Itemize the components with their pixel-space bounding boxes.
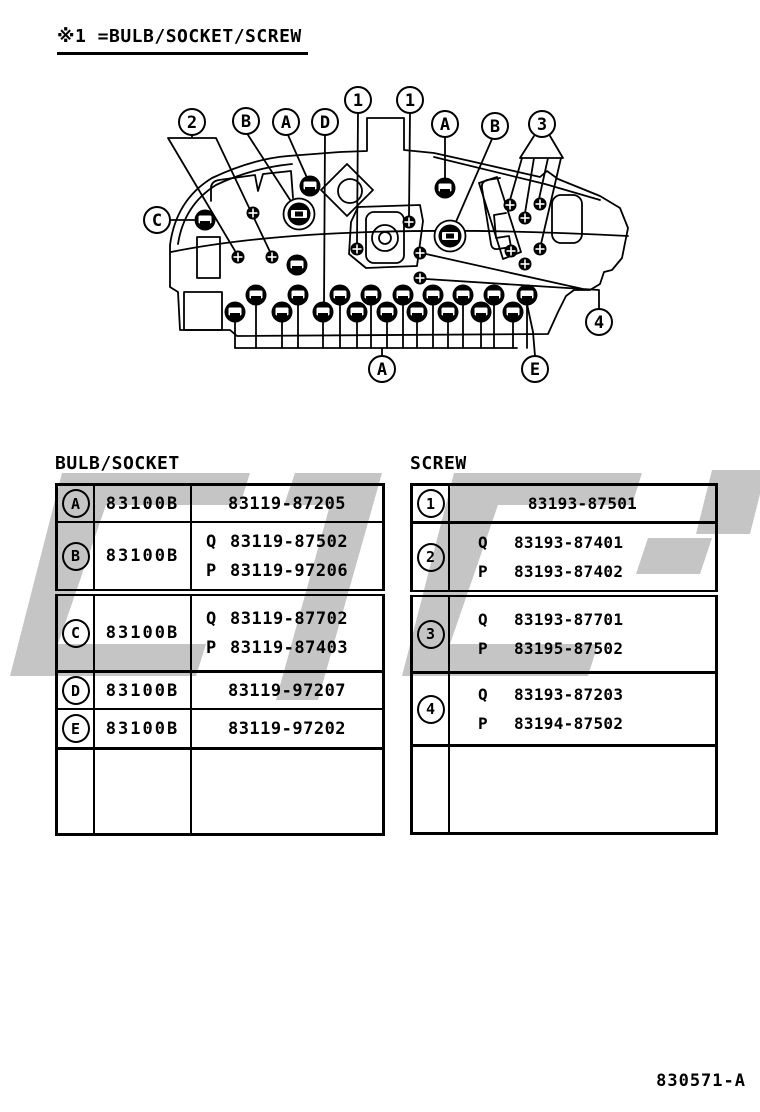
screw-icon (505, 245, 518, 258)
part-number: 83119-97202 (227, 718, 347, 739)
table-row (57, 709, 384, 749)
bulb-socket-icon (195, 210, 216, 231)
row-key-badge: C (62, 619, 90, 648)
row-key-badge: 1 (417, 489, 445, 518)
svg-text:2: 2 (186, 113, 198, 133)
large-socket-icon (284, 199, 315, 230)
svg-text:A: A (280, 113, 292, 133)
callout-4 (586, 309, 612, 335)
row-key-badge: E (62, 714, 90, 743)
row-key-badge: A (62, 489, 90, 518)
bulb-socket-icon (225, 302, 246, 323)
empty-row (412, 746, 717, 834)
bulb-socket-icon (288, 285, 309, 306)
svg-text:3: 3 (536, 115, 548, 135)
variant-prefix: Q (478, 685, 488, 704)
part-code: 83100B (105, 493, 180, 514)
callout-1 (345, 87, 371, 113)
row-key-badge: B (62, 542, 90, 571)
part-number: 83194-87502 (514, 714, 624, 733)
bulb-socket-icon (407, 302, 428, 323)
variant-prefix: P (478, 714, 488, 733)
document-number: 830571-A (656, 1071, 746, 1091)
screw-title: SCREW (410, 453, 467, 474)
part-number: 83119-87502 (230, 531, 349, 552)
screw-icon (414, 272, 427, 285)
callout-E (522, 356, 548, 382)
row-key-badge: 4 (417, 695, 445, 724)
part-number: 83195-87502 (514, 639, 624, 658)
screw-icon (519, 258, 532, 271)
bulb-socket-icon (361, 285, 382, 306)
callout-C (144, 207, 170, 233)
table-row (412, 523, 717, 594)
screw-icon (247, 207, 260, 220)
bulb-socket-icon (435, 178, 456, 199)
part-number: 83193-87501 (527, 494, 638, 513)
svg-text:A: A (376, 360, 388, 380)
bulb-socket-icon (503, 302, 524, 323)
bulb-socket-icon (484, 285, 505, 306)
variant-prefix: Q (478, 610, 488, 629)
screw-icon (403, 216, 416, 229)
bulb-socket-icon (393, 285, 414, 306)
part-number: 83119-97207 (227, 680, 347, 701)
part-number: 83193-87402 (514, 562, 624, 581)
variant-prefix: P (478, 639, 488, 658)
bulb-socket-icon (246, 285, 267, 306)
screw-table (410, 483, 718, 835)
table-row (57, 522, 384, 593)
part-number: 83119-87403 (230, 637, 349, 658)
screw-icon (351, 243, 364, 256)
part-number: 83119-87702 (230, 608, 349, 629)
bulb-socket-icon (330, 285, 351, 306)
part-code: 83100B (105, 623, 180, 643)
variant-prefix: Q (206, 531, 217, 552)
callout-A (369, 356, 395, 382)
bulb-socket-icon (300, 176, 321, 197)
table-row (412, 673, 717, 746)
svg-text:B: B (489, 117, 501, 137)
variant-prefix: P (206, 637, 217, 658)
bulb-socket-icon (471, 302, 492, 323)
table-row (57, 672, 384, 710)
part-code: 83100B (105, 546, 180, 566)
bulb-socket-table (55, 483, 385, 836)
variant-prefix: P (206, 560, 217, 581)
part-number: 83119-97206 (230, 560, 349, 581)
bulb-socket-title: BULB/SOCKET (55, 453, 180, 474)
svg-text:1: 1 (404, 91, 416, 111)
row-key-badge: D (62, 676, 90, 705)
screw-icon (232, 251, 245, 264)
bulb-socket-icon (453, 285, 474, 306)
svg-text:C: C (151, 211, 163, 231)
bulb-socket-icon (517, 285, 538, 306)
screw-icon (534, 198, 547, 211)
screw-icon (519, 212, 532, 225)
part-code: 83100B (105, 680, 180, 701)
diagram-callouts (144, 87, 612, 382)
part-number: 83119-87205 (227, 493, 347, 514)
callout-B (482, 113, 508, 139)
screw-section (410, 452, 718, 835)
bulb-socket-section (55, 452, 385, 836)
svg-text:4: 4 (593, 313, 605, 333)
svg-text:A: A (439, 115, 451, 135)
bulb-socket-icon (438, 302, 459, 323)
empty-row (57, 749, 384, 835)
screw-icon (266, 251, 279, 264)
bulb-socket-icon (287, 255, 308, 276)
screw-icon (504, 199, 517, 212)
svg-text:1: 1 (352, 91, 364, 111)
table-row (412, 485, 717, 523)
table-row (57, 593, 384, 672)
bulb-socket-icon (377, 302, 398, 323)
variant-prefix: Q (206, 608, 217, 629)
svg-text:B: B (240, 112, 252, 132)
bulb-socket-icon (423, 285, 444, 306)
table-row (57, 485, 384, 523)
cluster-diagram (0, 0, 760, 430)
part-number: 83193-87401 (514, 533, 624, 552)
callout-B (233, 108, 259, 134)
svg-text:D: D (319, 113, 331, 133)
callout-D (312, 109, 338, 135)
variant-prefix: Q (478, 533, 488, 552)
page-title: ※1 =BULB/SOCKET/SCREW (57, 26, 308, 55)
callout-1 (397, 87, 423, 113)
row-key-badge: 3 (417, 620, 445, 649)
screw-icon (414, 247, 427, 260)
bulb-socket-icon (272, 302, 293, 323)
large-socket-icon (435, 221, 466, 252)
variant-prefix: P (478, 562, 488, 581)
callout-2 (179, 109, 205, 135)
callout-A (432, 111, 458, 137)
bulb-socket-icon (347, 302, 368, 323)
table-row (412, 594, 717, 673)
callout-3 (529, 111, 555, 137)
row-key-badge: 2 (417, 543, 445, 572)
part-number: 83193-87701 (514, 610, 624, 629)
bulb-socket-icon (313, 302, 334, 323)
part-number: 83193-87203 (514, 685, 624, 704)
callout-A (273, 109, 299, 135)
svg-text:E: E (529, 360, 541, 380)
screw-icon (534, 243, 547, 256)
part-code: 83100B (105, 718, 180, 739)
